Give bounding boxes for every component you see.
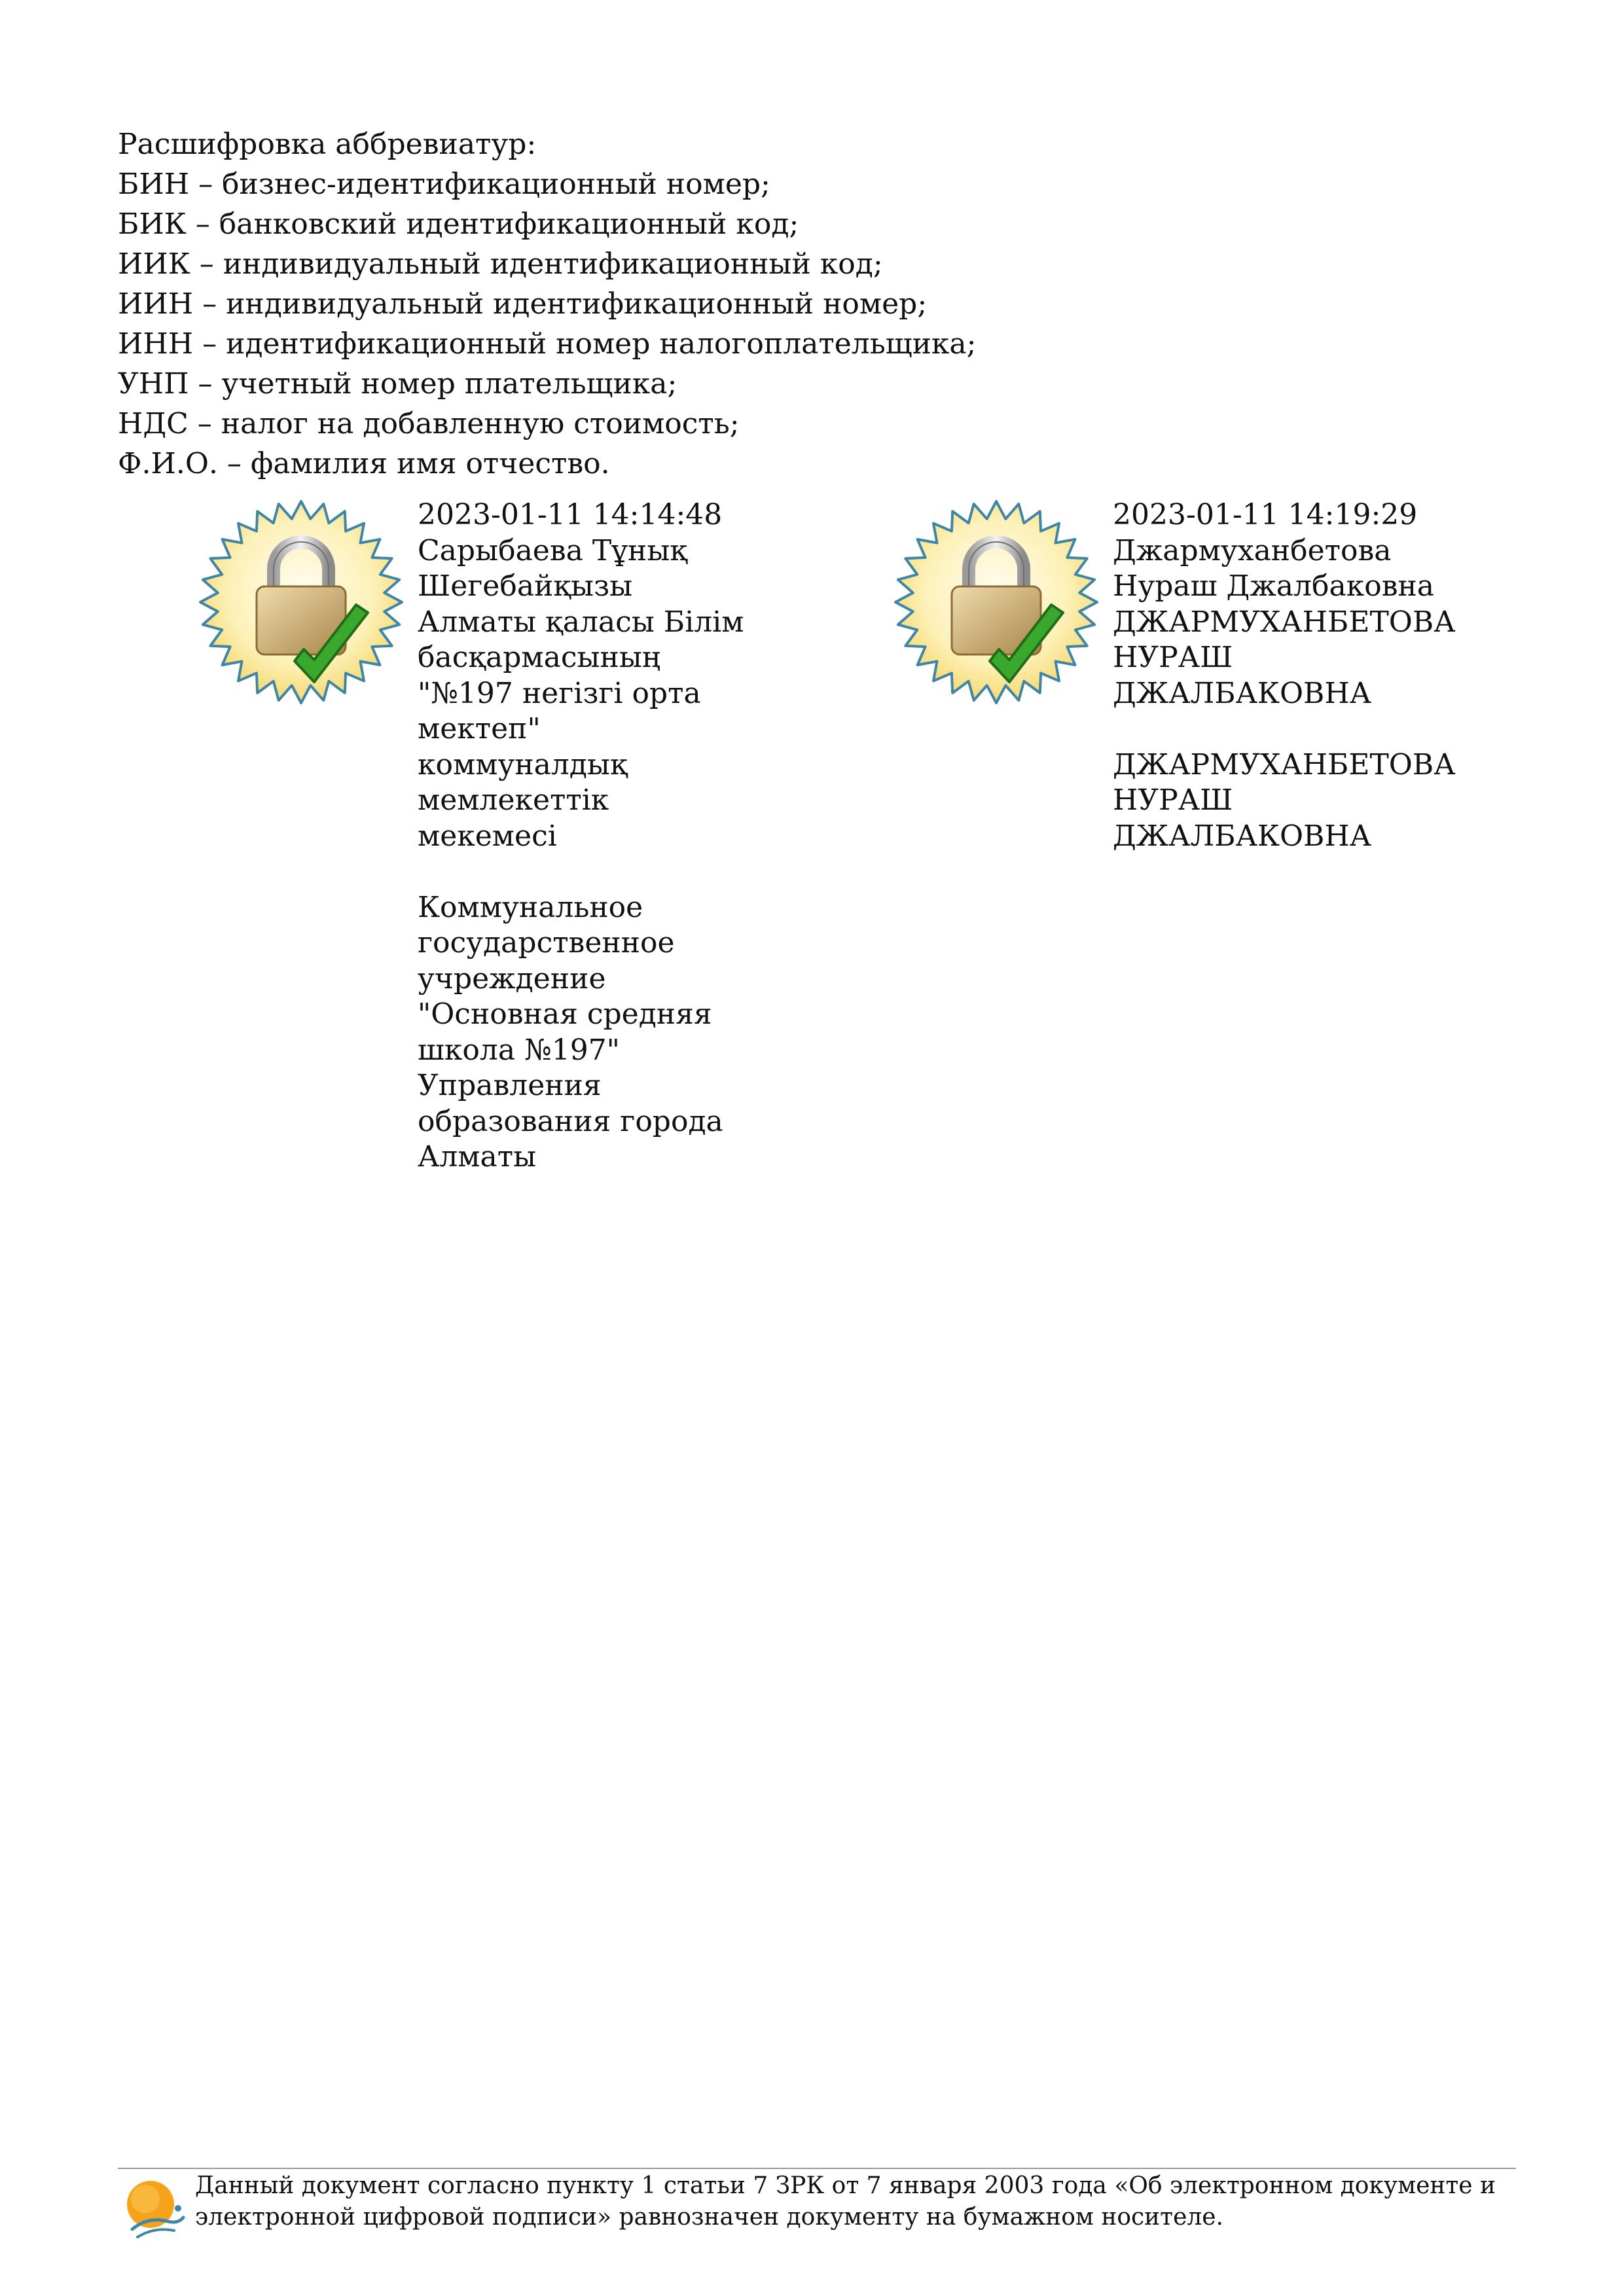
abbreviations-heading: Расшифровка аббревиатур: bbox=[118, 128, 537, 161]
signature-line: мектеп" bbox=[418, 712, 541, 745]
abbreviation-item: Ф.И.О. – фамилия имя отчество. bbox=[118, 447, 610, 480]
abbreviation-item: НДС – налог на добавленную стоимость; bbox=[118, 407, 740, 440]
signature-line: НУРАШ bbox=[1113, 641, 1233, 674]
signature-timestamp: 2023-01-11 14:19:29 bbox=[1113, 498, 1418, 531]
abbreviation-item: БИК – банковский идентификационный код; bbox=[118, 207, 799, 241]
signature-line bbox=[418, 854, 758, 890]
abbreviations-list bbox=[118, 124, 1296, 484]
signature-line: ДЖАЛБАКОВНА bbox=[1113, 676, 1372, 710]
signature-line: ДЖАРМУХАНБЕТОВА bbox=[1113, 605, 1456, 639]
footer-notice-line: Данный документ согласно пункту 1 статьи 7 ЗРК от 7 января 2003 года «Об электронном документе и bbox=[195, 2172, 1496, 2199]
signature-line: НУРАШ bbox=[1113, 783, 1233, 817]
signature-line: мемлекеттік bbox=[418, 783, 609, 817]
signature-line: Алматы bbox=[418, 1140, 537, 1174]
abbreviation-item: ИНН – идентификационный номер налогоплательщика; bbox=[118, 327, 977, 361]
signature-line: Джармуханбетова bbox=[1113, 533, 1392, 567]
signature-text bbox=[418, 497, 758, 1175]
signature-line: Алматы қаласы Білім bbox=[418, 605, 744, 639]
footer-notice-line: электронной цифровой подписи» равнозначен документу на бумажном носителе. bbox=[195, 2204, 1223, 2231]
abbreviation-item: ИИК – индивидуальный идентификационный код; bbox=[118, 247, 883, 281]
signature-line: басқармасының bbox=[418, 641, 661, 674]
signature-text bbox=[1113, 497, 1456, 854]
signature-line: Управления bbox=[418, 1069, 602, 1102]
signature-line: коммуналдық bbox=[418, 747, 628, 781]
signed-lock-icon bbox=[196, 497, 406, 707]
signature-line: школа №197" bbox=[418, 1033, 620, 1067]
signature-line: образования города bbox=[418, 1104, 723, 1138]
signature-line: Нураш Джалбаковна bbox=[1113, 569, 1435, 603]
signature-line: "Основная средняя bbox=[418, 997, 712, 1031]
signature-line: Сарыбаева Тұнық bbox=[418, 533, 688, 567]
footer-divider bbox=[118, 2168, 1516, 2169]
abbreviation-item: УНП – учетный номер плательщика; bbox=[118, 367, 677, 401]
signature-line: мекемесі bbox=[418, 819, 557, 853]
footer-notice bbox=[195, 2170, 1504, 2233]
signature-line: "№197 негізгі орта bbox=[418, 676, 701, 710]
signature-timestamp: 2023-01-11 14:14:48 bbox=[418, 498, 723, 531]
abbreviation-item: ИИН – индивидуальный идентификационный номер; bbox=[118, 287, 928, 321]
signature-line: Шегебайқызы bbox=[418, 569, 633, 603]
signed-lock-icon bbox=[892, 497, 1101, 707]
signature-line: Коммунальное bbox=[418, 890, 643, 924]
egov-logo-icon bbox=[122, 2174, 189, 2241]
abbreviation-item: БИН – бизнес-идентификационный номер; bbox=[118, 168, 770, 201]
signature-line bbox=[1113, 711, 1453, 747]
signature-line: учреждение bbox=[418, 961, 606, 996]
signature-line: государственное bbox=[418, 926, 675, 960]
signature-line: ДЖАРМУХАНБЕТОВА bbox=[1113, 747, 1456, 781]
signature-line: ДЖАЛБАКОВНА bbox=[1113, 819, 1372, 853]
